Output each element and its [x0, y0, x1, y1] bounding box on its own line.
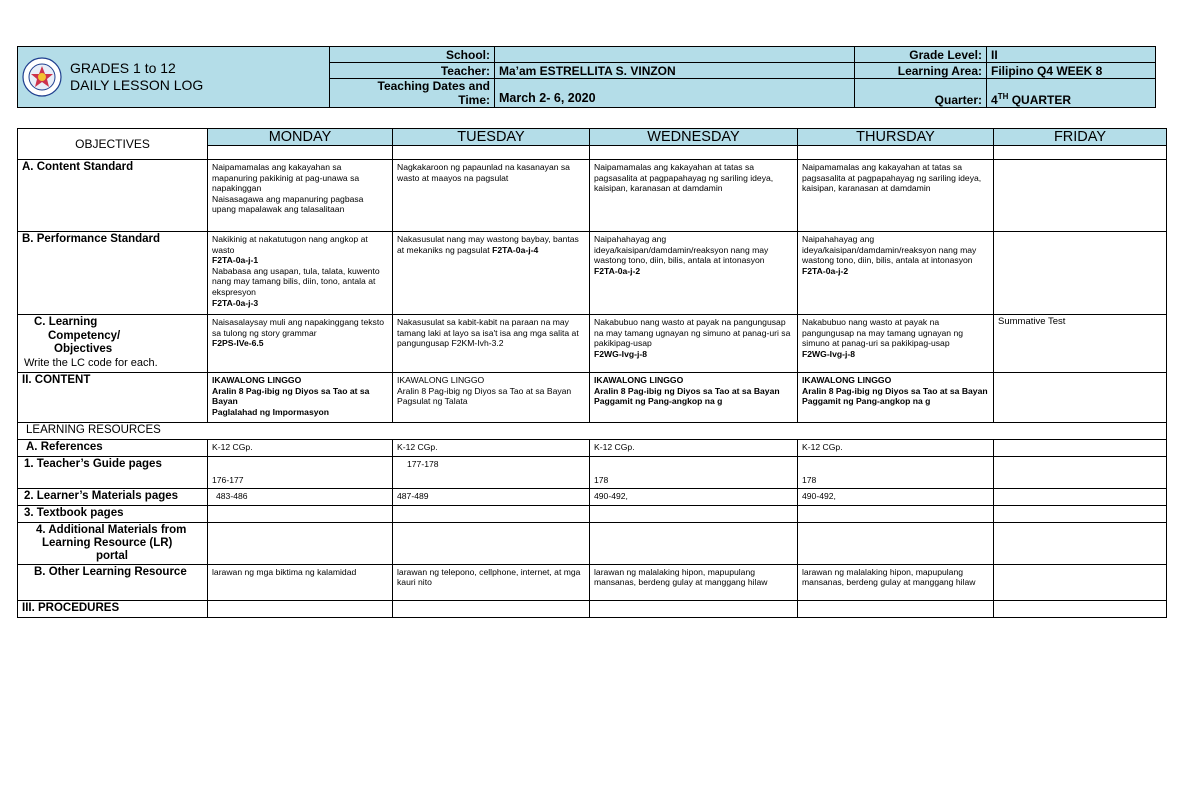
blank-cell — [994, 505, 1167, 522]
cell-teachers-guide-mon: 176-177 — [208, 456, 393, 488]
cell-learners-materials-wed: 490-492, — [590, 488, 798, 505]
table-row — [18, 232, 1167, 315]
cell-teachers-guide-tue: 177-178 — [393, 456, 590, 488]
table-row — [18, 440, 1167, 457]
row-label-teachers-guide: 1. Teacher’s Guide pages — [18, 456, 208, 488]
cell-performance-standard-fri — [994, 232, 1167, 315]
cell-performance-standard-wed: Naipahahayag ang ideya/kaisipan/damdamin/reaksyon nang may wastong tono, diin, bilis, antala at intonasyon F2TA-0a-j-2 — [590, 232, 798, 315]
cell-learners-materials-thu: 490-492, — [798, 488, 994, 505]
section-label-learning-resources: LEARNING RESOURCES — [18, 423, 1167, 440]
table-row — [18, 373, 1167, 423]
grade-level-label: Grade Level: — [855, 47, 987, 63]
blank-cell — [208, 505, 393, 522]
blank-cell — [798, 600, 994, 617]
row-label-content-standard: A. Content Standard — [18, 160, 208, 232]
day-header-tuesday: TUESDAY — [393, 129, 590, 146]
cell-references-thu: K-12 CGp. — [798, 440, 994, 457]
cell-content-standard-tue: Nagkakaroon ng papaunlad na kasanayan sa wasto at maayos na pagsulat — [393, 160, 590, 232]
cell-references-tue: K-12 CGp. — [393, 440, 590, 457]
cell-teachers-guide-wed: 178 — [590, 456, 798, 488]
cell-references-fri — [994, 440, 1167, 457]
learning-area-value: Filipino Q4 WEEK 8 — [987, 63, 1156, 79]
grade-level-value: II — [987, 47, 1156, 63]
cell-learning-competency-wed: Nakabubuo nang wasto at payak na pangungusap na may tamang ugnayan ng simuno at panag-uri sa pakikipag-usap F2WG-Ivg-j-8 — [590, 315, 798, 373]
table-row — [18, 600, 1167, 617]
cell-other-resource-tue: larawan ng telepono, cellphone, internet, at mga kauri nito — [393, 564, 590, 600]
blank-cell — [393, 505, 590, 522]
cell-performance-standard-mon: Nakikinig at nakatutugon nang angkop at wasto F2TA-0a-j-1 Nababasa ang usapan, tula, talata, kuwento nang may tamang bilis, diin, tono, antala at ekspresyon F2TA-0a-j-3 — [208, 232, 393, 315]
cell-learning-competency-mon: Naisasalaysay muli ang napakinggang teksto sa tulong ng story grammar F2PS-IVe-6.5 — [208, 315, 393, 373]
cell-learning-competency-thu: Nakabubuo nang wasto at payak na pangungusap na may tamang ugnayan ng simuno at panag-uri sa pakikipag-usap F2WG-Ivg-j-8 — [798, 315, 994, 373]
table-row — [18, 315, 1167, 373]
blank-cell — [798, 146, 994, 160]
brand-subtitle: DAILY LESSON LOG — [70, 77, 204, 93]
row-label-textbook: 3. Textbook pages — [18, 505, 208, 522]
cell-learners-materials-tue: 487-489 — [393, 488, 590, 505]
row-label-references: A. References — [18, 440, 208, 457]
cell-content-standard-fri — [994, 160, 1167, 232]
cell-other-resource-fri — [994, 564, 1167, 600]
day-header-monday: MONDAY — [208, 129, 393, 146]
blank-cell — [590, 600, 798, 617]
objectives-header: OBJECTIVES — [18, 129, 208, 160]
blank-cell — [208, 522, 393, 564]
blank-cell — [393, 146, 590, 160]
row-label-additional-materials: 4. Additional Materials from Learning Resource (LR) portal — [18, 522, 208, 564]
table-row — [18, 564, 1167, 600]
blank-cell — [208, 146, 393, 160]
row-label-learning-competency: C. Learning Competency/ Objectives Write the LC code for each. — [18, 315, 208, 373]
row-label-learners-materials: 2. Learner’s Materials pages — [18, 488, 208, 505]
cell-content-standard-thu: Naipamamalas ang kakayahan at tatas sa pagsasalita at pagpapahayag ng sariling ideya, kaisipan, karanasan at damdamin — [798, 160, 994, 232]
cell-content-standard-mon: Naipamamalas ang kakayahan sa mapanuring pakikinig at pag-unawa sa napakinggan Naisasagawa ang mapanuring pagbasa upang mapalawak ang talasalitaan — [208, 160, 393, 232]
cell-other-resource-mon: larawan ng mga biktima ng kalamidad — [208, 564, 393, 600]
row-label-other-resource: B. Other Learning Resource — [18, 564, 208, 600]
blank-cell — [590, 522, 798, 564]
blank-cell — [994, 600, 1167, 617]
cell-learning-competency-tue: Nakasusulat sa kabit-kabit na paraan na may tamang laki at layo sa isa't isa ang mga salita at pangungusap F2KM-Ivh-3.2 — [393, 315, 590, 373]
quarter-value: 4TH QUARTER — [987, 79, 1156, 108]
cell-content-wed: IKAWALONG LINGGO Aralin 8 Pag-ibig ng Diyos sa Tao at sa Bayan Paggamit ng Pang-angkop na g — [590, 373, 798, 423]
cell-learning-competency-fri: Summative Test — [994, 315, 1167, 373]
blank-cell — [393, 600, 590, 617]
cell-content-tue: IKAWALONG LINGGO Aralin 8 Pag-ibig ng Diyos sa Tao at sa Bayan Pagsulat ng Talata — [393, 373, 590, 423]
row-label-content: II. CONTENT — [18, 373, 208, 423]
blank-cell — [798, 505, 994, 522]
teacher-label: Teacher: — [330, 63, 495, 79]
blank-cell — [994, 146, 1167, 160]
table-row — [18, 456, 1167, 488]
cell-references-wed: K-12 CGp. — [590, 440, 798, 457]
blank-cell — [798, 522, 994, 564]
brand-cell — [18, 47, 330, 108]
day-header-friday: FRIDAY — [994, 129, 1167, 146]
blank-cell — [590, 505, 798, 522]
lesson-log-table — [17, 128, 1167, 618]
deped-seal-icon — [22, 57, 62, 97]
blank-cell — [590, 146, 798, 160]
cell-teachers-guide-fri — [994, 456, 1167, 488]
cell-learners-materials-mon: 483-486 — [208, 488, 393, 505]
brand-title: GRADES 1 to 12 — [70, 60, 176, 76]
table-row — [18, 522, 1167, 564]
day-header-thursday: THURSDAY — [798, 129, 994, 146]
cell-learners-materials-fri — [994, 488, 1167, 505]
dates-label: Teaching Dates and Time: — [330, 79, 495, 108]
cell-content-thu: IKAWALONG LINGGO Aralin 8 Pag-ibig ng Diyos sa Tao at sa Bayan Paggamit ng Pang-angkop na g — [798, 373, 994, 423]
quarter-label: Quarter: — [855, 79, 987, 108]
cell-performance-standard-tue: Nakasusulat nang may wastong baybay, bantas at mekaniks ng pagsulat F2TA-0a-j-4 — [393, 232, 590, 315]
header-table — [17, 46, 1156, 108]
cell-teachers-guide-thu: 178 — [798, 456, 994, 488]
cell-content-standard-wed: Naipamamalas ang kakayahan at tatas sa pagsasalita at pagpapahayag ng sariling ideya, kaisipan, karanasan at damdamin — [590, 160, 798, 232]
row-label-performance-standard: B. Performance Standard — [18, 232, 208, 315]
row-label-procedures: III. PROCEDURES — [18, 600, 208, 617]
blank-cell — [208, 600, 393, 617]
cell-content-fri — [994, 373, 1167, 423]
school-label: School: — [330, 47, 495, 63]
table-row — [18, 160, 1167, 232]
teacher-value: Ma’am ESTRELLITA S. VINZON — [495, 63, 855, 79]
dates-value: March 2- 6, 2020 — [495, 79, 855, 108]
cell-other-resource-wed: larawan ng malalaking hipon, mapupulang mansanas, berdeng gulay at manggang hilaw — [590, 564, 798, 600]
day-header-wednesday: WEDNESDAY — [590, 129, 798, 146]
blank-cell — [393, 522, 590, 564]
table-row — [18, 423, 1167, 440]
cell-performance-standard-thu: Naipahahayag ang ideya/kaisipan/damdamin/reaksyon nang may wastong tono, diin, bilis, antala at intonasyon F2TA-0a-j-2 — [798, 232, 994, 315]
table-row — [18, 505, 1167, 522]
table-row — [18, 488, 1167, 505]
cell-references-mon: K-12 CGp. — [208, 440, 393, 457]
school-value — [495, 47, 855, 63]
learning-area-label: Learning Area: — [855, 63, 987, 79]
cell-other-resource-thu: larawan ng malalaking hipon, mapupulang mansanas, berdeng gulay at manggang hilaw — [798, 564, 994, 600]
cell-content-mon: IKAWALONG LINGGO Aralin 8 Pag-ibig ng Diyos sa Tao at sa Bayan Paglalahad ng Impormasyon — [208, 373, 393, 423]
blank-cell — [994, 522, 1167, 564]
